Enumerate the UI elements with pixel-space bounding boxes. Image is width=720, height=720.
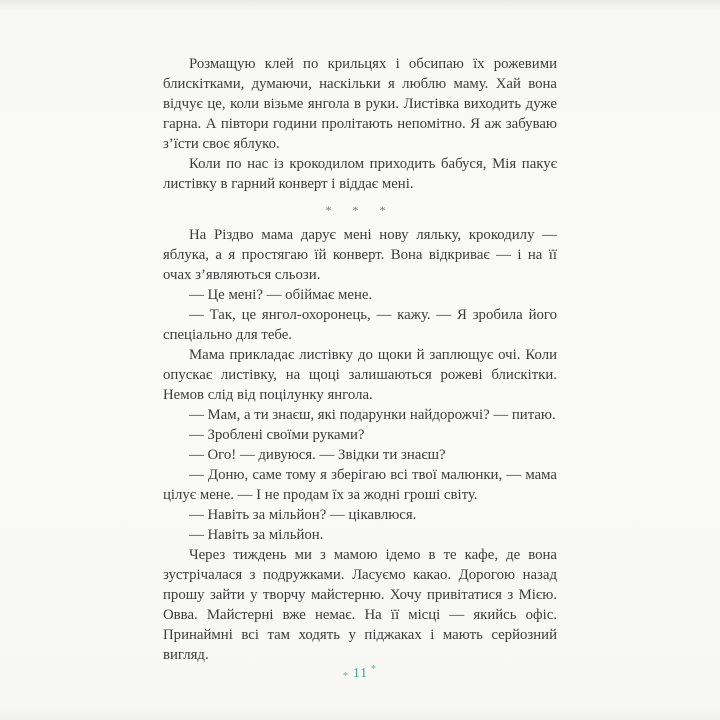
paragraph: Розмащую клей по крильцях і обсипаю їх рожевими блискітками, думаючи, наскільки я люблю маму. Хай вона відчує це, коли візьме янгола в руки. Листівка виходить дуже гарна. А півтори години пролітають непомітно. Я аж забуваю з’їсти своє яблуко. xyxy=(163,56,557,152)
footer-left-ornament: * xyxy=(343,671,349,682)
dialogue-line: — Навіть за мільйон. xyxy=(189,527,324,543)
paragraph: Коли по нас із крокодилом приходить бабуся, Мія пакує листівку в гарний конверт і віддає мені. xyxy=(163,156,557,192)
paragraph: Мама прикладає листівку до щоки й заплющує очі. Коли опускає листівку, на щоці залишаються рожеві блискітки. Немов слід від поцілунку янгола. xyxy=(163,347,557,403)
dialogue-line: — Мам, а ти знаєш, які подарунки найдорожчі? — питаю. xyxy=(189,407,556,423)
page-footer xyxy=(0,664,720,682)
page-text xyxy=(163,54,557,665)
dialogue-line: — Навіть за мільйон? — цікавлюся. xyxy=(189,507,417,523)
dialogue-line: — Так, це янгол-охоронець, — кажу. — Я зробила його спеціально для тебе. xyxy=(163,307,557,343)
dialogue-line: — Це мені? — обіймає мене. xyxy=(189,287,373,303)
paragraph: На Різдво мама дарує мені нову ляльку, крокодилу — яблука, а я простягаю їй конверт. Вона відкриває — і на її очах з’являються сльози. xyxy=(163,227,557,283)
page-number: 11 xyxy=(353,665,368,680)
footer-right-ornament: * xyxy=(371,664,377,675)
dialogue-line: — Зроблені своїми руками? xyxy=(189,427,365,443)
paragraph: Через тиждень ми з мамою ідемо в те кафе, де вона зустрічалася з подружками. Ласуємо какао. Дорогою назад прошу зайти у творчу майстерню. Хочу привітатися з Мією. Овва. Майстерні вже немає. На її місці — якийсь офіс. Принаймні всі там ходять у піджаках і мають серйозний вигляд. xyxy=(163,547,557,663)
section-separator: * * * xyxy=(325,203,395,217)
dialogue-line: — Ого! — дивуюся. — Звідки ти знаєш? xyxy=(189,447,446,463)
dialogue-line: — Доню, саме тому я зберігаю всі твої малюнки, — мама цілує мене. — І не продам їх за жодні гроші світу. xyxy=(163,467,557,503)
